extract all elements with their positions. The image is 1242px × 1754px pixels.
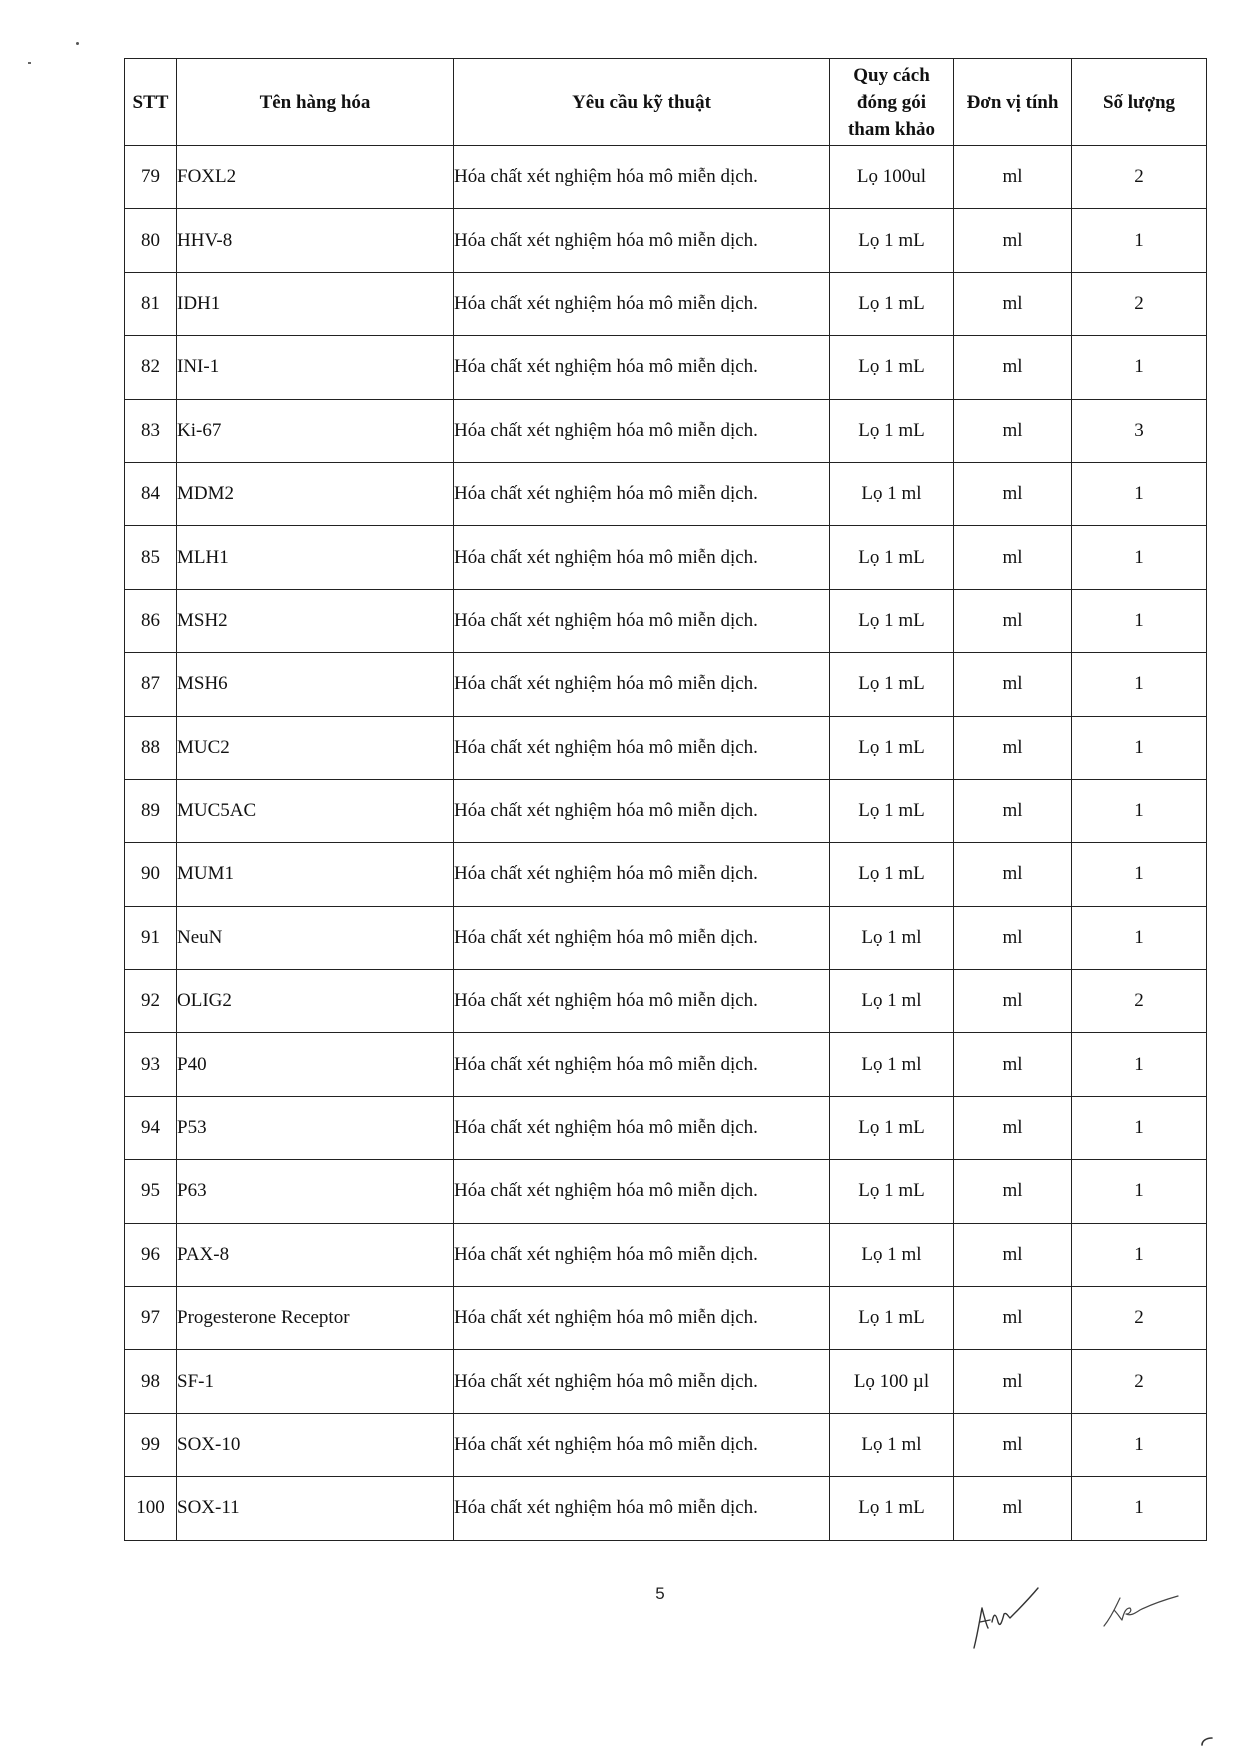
cell-stt: 80 [125,209,177,272]
goods-table [124,58,1207,1541]
cell-requirement: Hóa chất xét nghiệm hóa mô miễn dịch. [454,1160,830,1223]
cell-quantity: 1 [1072,779,1207,842]
cell-name: OLIG2 [177,970,454,1033]
cell-name: P40 [177,1033,454,1096]
cell-stt: 99 [125,1413,177,1476]
cell-name: MLH1 [177,526,454,589]
cell-name: INI-1 [177,336,454,399]
table-row [125,462,1207,525]
cell-quantity: 1 [1072,1096,1207,1159]
table-row [125,1223,1207,1286]
cell-stt: 93 [125,1033,177,1096]
cell-name: HHV-8 [177,209,454,272]
table-row [125,906,1207,969]
table-row [125,336,1207,399]
cell-requirement: Hóa chất xét nghiệm hóa mô miễn dịch. [454,716,830,779]
cell-requirement: Hóa chất xét nghiệm hóa mô miễn dịch. [454,1477,830,1540]
cell-quantity: 1 [1072,1223,1207,1286]
cell-requirement: Hóa chất xét nghiệm hóa mô miễn dịch. [454,209,830,272]
table-row [125,272,1207,335]
cell-packaging: Lọ 1 mL [830,843,954,906]
cell-packaging: Lọ 1 mL [830,209,954,272]
cell-requirement: Hóa chất xét nghiệm hóa mô miễn dịch. [454,1350,830,1413]
cell-unit: ml [954,906,1072,969]
cell-stt: 97 [125,1287,177,1350]
cell-packaging: Lọ 1 ml [830,1413,954,1476]
cell-quantity: 1 [1072,1160,1207,1223]
cell-quantity: 1 [1072,336,1207,399]
cell-unit: ml [954,1033,1072,1096]
cell-requirement: Hóa chất xét nghiệm hóa mô miễn dịch. [454,462,830,525]
cell-stt: 88 [125,716,177,779]
cell-unit: ml [954,146,1072,209]
cell-stt: 95 [125,1160,177,1223]
cell-requirement: Hóa chất xét nghiệm hóa mô miễn dịch. [454,653,830,716]
cell-quantity: 1 [1072,1477,1207,1540]
cell-stt: 83 [125,399,177,462]
cell-stt: 79 [125,146,177,209]
cell-requirement: Hóa chất xét nghiệm hóa mô miễn dịch. [454,146,830,209]
table-row [125,653,1207,716]
cell-unit: ml [954,209,1072,272]
cell-name: Ki-67 [177,399,454,462]
cell-requirement: Hóa chất xét nghiệm hóa mô miễn dịch. [454,589,830,652]
table-header-row [125,59,1207,146]
cell-packaging: Lọ 1 ml [830,906,954,969]
cell-unit: ml [954,779,1072,842]
table-row [125,779,1207,842]
cell-requirement: Hóa chất xét nghiệm hóa mô miễn dịch. [454,843,830,906]
cell-stt: 81 [125,272,177,335]
table-row [125,716,1207,779]
cell-name: MUC5AC [177,779,454,842]
cell-unit: ml [954,843,1072,906]
cell-quantity: 1 [1072,843,1207,906]
table-row [125,1287,1207,1350]
cell-packaging: Lọ 1 ml [830,1033,954,1096]
table-row [125,1350,1207,1413]
cell-unit: ml [954,1160,1072,1223]
cell-packaging: Lọ 1 mL [830,716,954,779]
cell-stt: 100 [125,1477,177,1540]
cell-quantity: 1 [1072,653,1207,716]
table-row [125,209,1207,272]
cell-name: MSH2 [177,589,454,652]
table-row [125,970,1207,1033]
cell-stt: 86 [125,589,177,652]
cell-name: P53 [177,1096,454,1159]
table-row [125,399,1207,462]
header-requirement: Yêu cầu kỹ thuật [454,59,830,146]
cell-unit: ml [954,336,1072,399]
cell-quantity: 1 [1072,526,1207,589]
cell-stt: 90 [125,843,177,906]
signature-1 [968,1582,1040,1652]
cell-requirement: Hóa chất xét nghiệm hóa mô miễn dịch. [454,1223,830,1286]
cell-unit: ml [954,589,1072,652]
cell-quantity: 1 [1072,716,1207,779]
table-row [125,1413,1207,1476]
cell-quantity: 1 [1072,209,1207,272]
cell-packaging: Lọ 1 mL [830,589,954,652]
cell-unit: ml [954,1413,1072,1476]
page-number: 5 [655,1584,665,1603]
cell-packaging: Lọ 1 mL [830,1160,954,1223]
cell-packaging: Lọ 1 mL [830,399,954,462]
table-row [125,1160,1207,1223]
cell-unit: ml [954,716,1072,779]
header-name: Tên hàng hóa [177,59,454,146]
cell-requirement: Hóa chất xét nghiệm hóa mô miễn dịch. [454,1096,830,1159]
cell-packaging: Lọ 1 mL [830,1287,954,1350]
cell-name: P63 [177,1160,454,1223]
cell-quantity: 1 [1072,1413,1207,1476]
cell-quantity: 1 [1072,1033,1207,1096]
cell-stt: 92 [125,970,177,1033]
cell-packaging: Lọ 100 µl [830,1350,954,1413]
cell-quantity: 3 [1072,399,1207,462]
cell-packaging: Lọ 1 mL [830,526,954,589]
cell-requirement: Hóa chất xét nghiệm hóa mô miễn dịch. [454,399,830,462]
cell-stt: 89 [125,779,177,842]
signature-2 [1100,1590,1180,1630]
cell-quantity: 1 [1072,589,1207,652]
cell-requirement: Hóa chất xét nghiệm hóa mô miễn dịch. [454,336,830,399]
cell-quantity: 1 [1072,462,1207,525]
table-row [125,843,1207,906]
cell-packaging: Lọ 1 mL [830,1096,954,1159]
cell-name: MUC2 [177,716,454,779]
scan-speck [28,62,31,64]
cell-unit: ml [954,1477,1072,1540]
cell-stt: 82 [125,336,177,399]
cell-quantity: 2 [1072,1287,1207,1350]
cell-name: IDH1 [177,272,454,335]
cell-packaging: Lọ 1 mL [830,336,954,399]
cell-name: FOXL2 [177,146,454,209]
cell-packaging: Lọ 1 ml [830,462,954,525]
cell-unit: ml [954,399,1072,462]
cell-requirement: Hóa chất xét nghiệm hóa mô miễn dịch. [454,272,830,335]
cell-quantity: 2 [1072,272,1207,335]
cell-quantity: 2 [1072,1350,1207,1413]
header-packaging-line: Quy cách [853,64,930,86]
header-packaging-line: đóng gói [856,91,927,113]
table-row [125,1477,1207,1540]
scan-speck [76,42,79,45]
cell-packaging: Lọ 1 mL [830,1477,954,1540]
cell-unit: ml [954,462,1072,525]
cell-requirement: Hóa chất xét nghiệm hóa mô miễn dịch. [454,1033,830,1096]
cell-name: NeuN [177,906,454,969]
cell-name: SOX-11 [177,1477,454,1540]
cell-packaging: Lọ 1 ml [830,1223,954,1286]
header-quantity: Số lượng [1072,59,1207,146]
cell-stt: 94 [125,1096,177,1159]
cell-quantity: 2 [1072,146,1207,209]
table-row [125,526,1207,589]
cell-unit: ml [954,272,1072,335]
cell-name: MUM1 [177,843,454,906]
scan-mark [1200,1736,1214,1746]
cell-unit: ml [954,1096,1072,1159]
cell-stt: 96 [125,1223,177,1286]
cell-requirement: Hóa chất xét nghiệm hóa mô miễn dịch. [454,526,830,589]
header-packaging [830,59,954,146]
cell-name: MDM2 [177,462,454,525]
cell-name: Progesterone Receptor [177,1287,454,1350]
cell-unit: ml [954,653,1072,716]
header-unit: Đơn vị tính [954,59,1072,146]
cell-name: PAX-8 [177,1223,454,1286]
header-packaging-line: tham khảo [847,118,936,140]
cell-stt: 91 [125,906,177,969]
cell-quantity: 1 [1072,906,1207,969]
table-row [125,589,1207,652]
cell-packaging: Lọ 1 mL [830,272,954,335]
cell-requirement: Hóa chất xét nghiệm hóa mô miễn dịch. [454,906,830,969]
cell-packaging: Lọ 1 mL [830,779,954,842]
table-row [125,146,1207,209]
table-row [125,1033,1207,1096]
cell-packaging: Lọ 100ul [830,146,954,209]
cell-stt: 85 [125,526,177,589]
cell-packaging: Lọ 1 mL [830,653,954,716]
cell-name: SOX-10 [177,1413,454,1476]
cell-unit: ml [954,1223,1072,1286]
cell-unit: ml [954,1287,1072,1350]
cell-name: MSH6 [177,653,454,716]
cell-stt: 84 [125,462,177,525]
cell-requirement: Hóa chất xét nghiệm hóa mô miễn dịch. [454,1287,830,1350]
cell-unit: ml [954,1350,1072,1413]
cell-requirement: Hóa chất xét nghiệm hóa mô miễn dịch. [454,1413,830,1476]
cell-name: SF-1 [177,1350,454,1413]
table-body [125,146,1207,1541]
cell-quantity: 2 [1072,970,1207,1033]
cell-requirement: Hóa chất xét nghiệm hóa mô miễn dịch. [454,970,830,1033]
cell-packaging: Lọ 1 ml [830,970,954,1033]
cell-requirement: Hóa chất xét nghiệm hóa mô miễn dịch. [454,779,830,842]
header-stt: STT [125,59,177,146]
cell-stt: 87 [125,653,177,716]
cell-stt: 98 [125,1350,177,1413]
table-row [125,1096,1207,1159]
cell-unit: ml [954,526,1072,589]
cell-unit: ml [954,970,1072,1033]
